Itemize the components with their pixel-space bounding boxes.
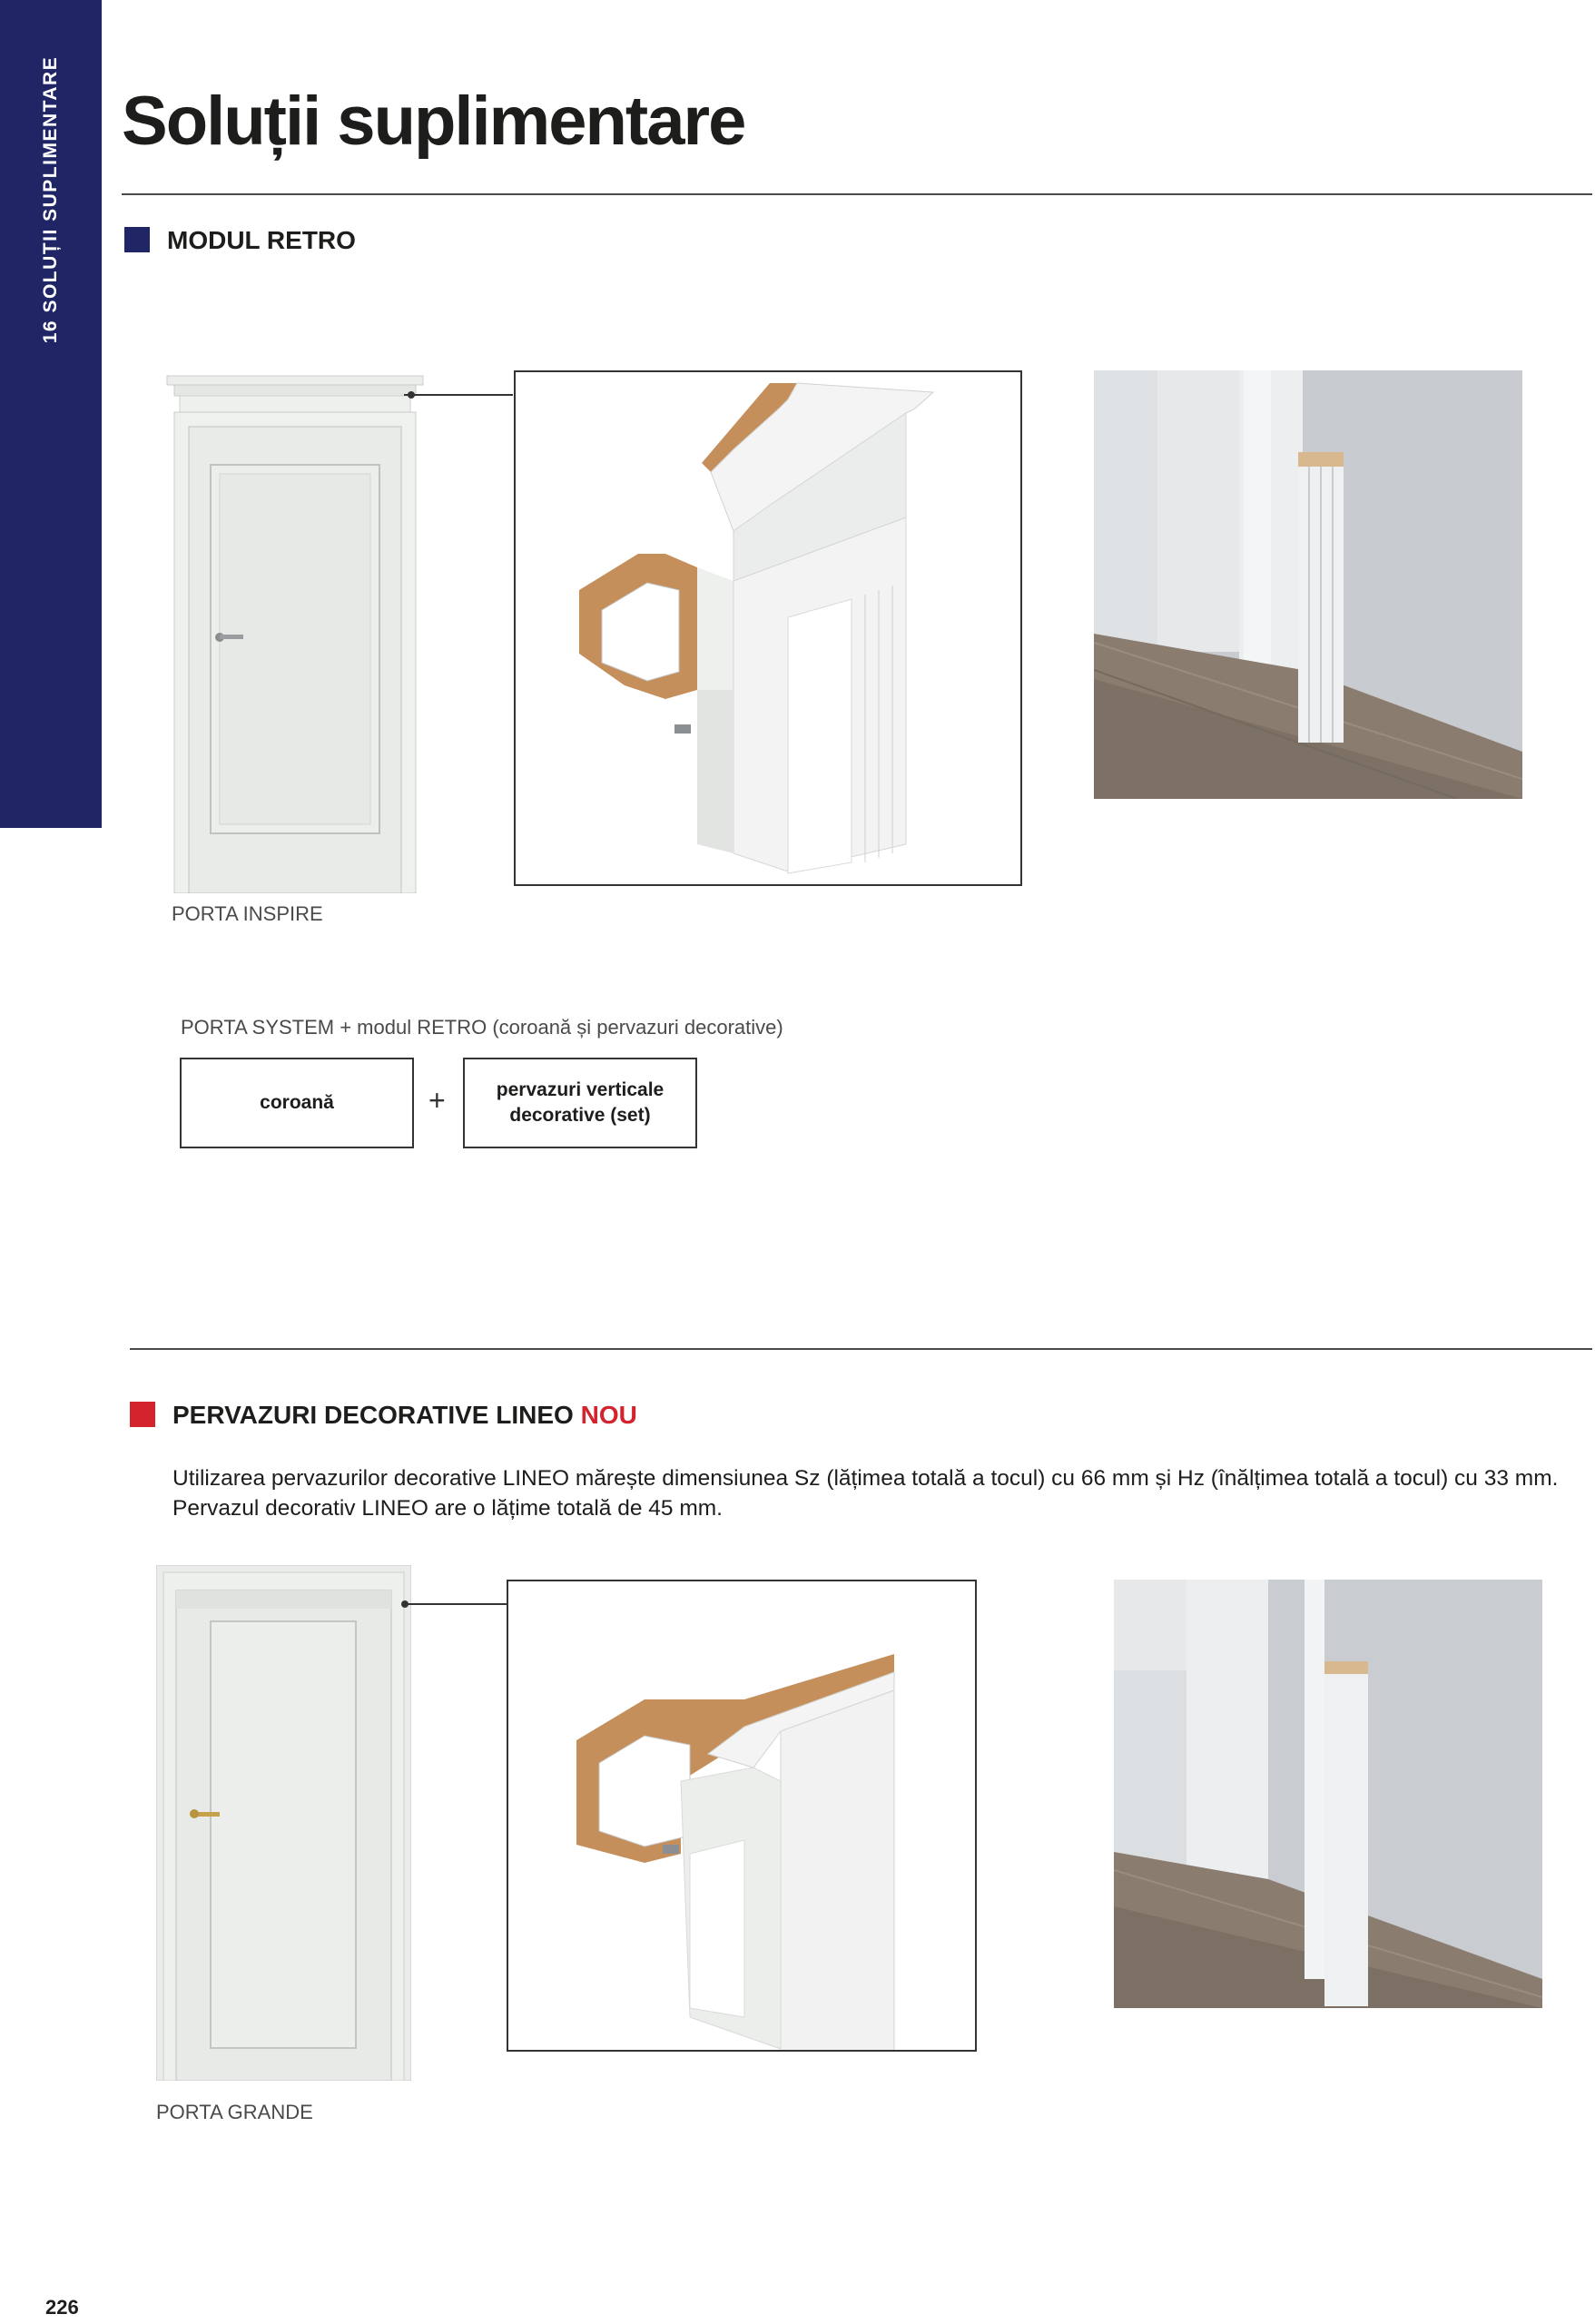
callout-line-retro [404,394,513,396]
sidebar-label: 16 SOLUȚII SUPLIMENTARE [40,55,61,344]
section-title-retro: MODUL RETRO [167,226,356,254]
callout-dot-retro [408,391,415,399]
box-coroana [180,1058,414,1148]
system-caption: PORTA SYSTEM + modul RETRO (coroană și pervazuri decorative) [181,1016,783,1039]
section-divider [130,1348,1592,1350]
box-coroana-label: coroană [260,1091,334,1113]
door-caption-grande: PORTA GRANDE [156,2101,313,2123]
section-title-lineo-text: PERVAZURI DECORATIVE LINEO [172,1401,574,1429]
door-grande-illustration [156,1565,411,2081]
lineo-description-line1: Utilizarea pervazurilor decorative LINEO mărește dimensiunea Sz (lățimea totală a tocul) cu 66 mm și Hz (înălțimea totală a tocul) cu 33 mm. [172,1466,1559,1491]
new-badge: NOU [580,1401,637,1429]
door-inspire-illustration [163,372,427,893]
plus-sign: + [428,1084,446,1117]
retro-crosssection-image [514,370,1022,886]
sidebar-tab [0,0,102,828]
lineo-description [172,1463,1589,1524]
section-title-lineo [172,1403,637,1428]
box-pervazuri-label-line2: decorative (set) [509,1105,651,1126]
section-marker-red [130,1402,155,1427]
box-pervazuri-label-line1: pervazuri verticale [496,1078,665,1100]
door-caption-inspire: PORTA INSPIRE [172,902,323,925]
callout-line-lineo [405,1603,508,1605]
retro-wall-photo [1094,370,1522,799]
page-number: 226 [45,2296,79,2319]
lineo-wall-photo [1114,1580,1542,2008]
box-pervazuri [463,1058,697,1148]
title-divider [122,193,1592,195]
page-title: Soluții suplimentare [122,83,745,160]
callout-dot-lineo [401,1600,409,1608]
section-marker-blue [124,227,150,252]
lineo-crosssection-image [507,1580,977,2052]
lineo-description-line2: Pervazul decorativ LINEO are o lățime totală de 45 mm. [172,1496,723,1521]
